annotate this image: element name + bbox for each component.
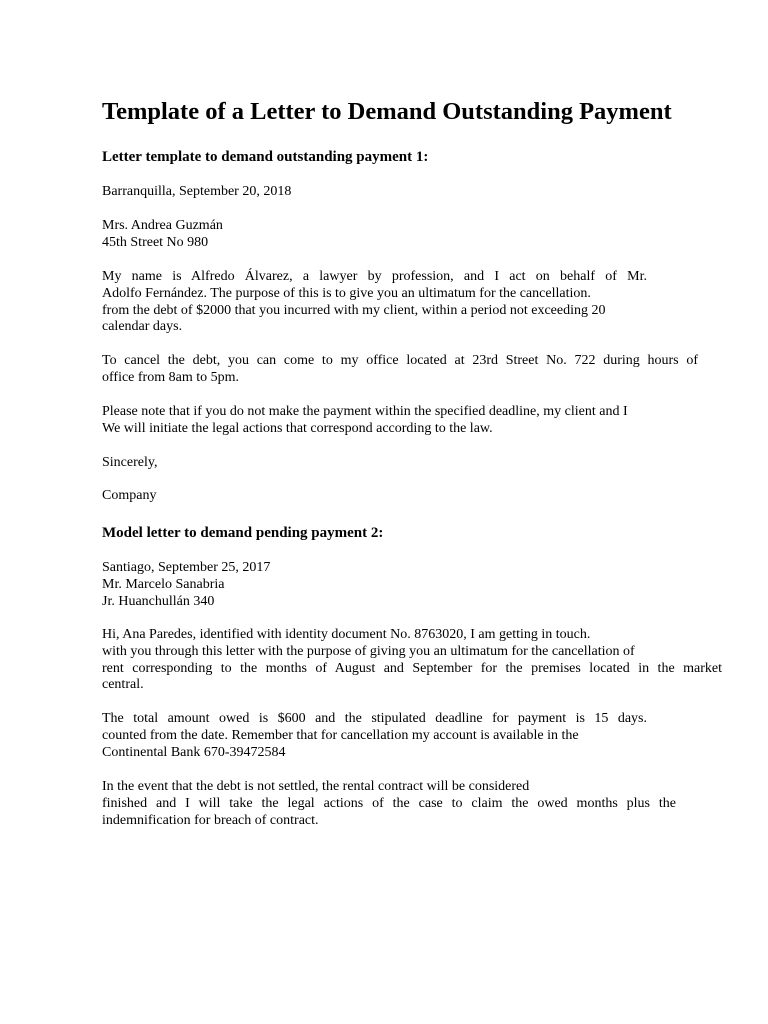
letter1-closing: Sincerely, (102, 455, 158, 470)
text-line: The total amount owed is $600 and the stipulated deadline for payment is 15 days. (102, 711, 647, 726)
text-line: My name is Alfredo Álvarez, a lawyer by profession, and I act on behalf of Mr. (102, 269, 647, 284)
letter2-paragraph-1 (102, 627, 722, 694)
letter1-recipient-name: Mrs. Andrea Guzmán (102, 218, 223, 233)
text-line: Continental Bank 670-39472584 (102, 744, 286, 760)
text-line: rent corresponding to the months of August and September for the premises located in the market (102, 660, 722, 676)
text-line: Adolfo Fernández. The purpose of this is to give you an ultimatum for the cancellation. (102, 285, 591, 301)
letter1-paragraph-1 (102, 269, 647, 336)
text-line: Hi, Ana Paredes, identified with identity document No. 8763020, I am getting in touch. (102, 627, 591, 642)
text-line: Please note that if you do not make the payment within the specified deadline, my client and I (102, 404, 628, 419)
text-line: We will initiate the legal actions that correspond according to the law. (102, 420, 493, 436)
text-line: office from 8am to 5pm. (102, 369, 239, 385)
text-line: from the debt of $2000 that you incurred with my client, within a period not exceeding 20 (102, 302, 606, 318)
text-line: To cancel the debt, you can come to my office located at 23rd Street No. 722 during hours of (102, 353, 698, 368)
letter1-recipient-address: 45th Street No 980 (102, 235, 209, 250)
text-line: finished and I will take the legal actions of the case to claim the owed months plus the (102, 795, 676, 811)
letter1-date: Barranquilla, September 20, 2018 (102, 184, 292, 199)
document-title: Template of a Letter to Demand Outstanding Payment (102, 98, 672, 125)
letter1-paragraph-3 (102, 404, 684, 438)
letter2-paragraph-3 (102, 779, 676, 829)
letter2-recipient-name: Mr. Marcelo Sanabria (102, 577, 225, 592)
text-line: In the event that the debt is not settled, the rental contract will be considered (102, 779, 530, 794)
text-line: counted from the date. Remember that for cancellation my account is available in the (102, 727, 579, 743)
letter1-paragraph-2 (102, 353, 698, 387)
letter2-recipient-address: Jr. Huanchullán 340 (102, 594, 215, 609)
letter1-heading: Letter template to demand outstanding payment 1: (102, 149, 429, 165)
text-line: with you through this letter with the purpose of giving you an ultimatum for the cancellation of (102, 643, 635, 659)
text-line: central. (102, 677, 144, 693)
letter2-heading: Model letter to demand pending payment 2: (102, 525, 384, 541)
letter2-date: Santiago, September 25, 2017 (102, 560, 271, 575)
text-line: calendar days. (102, 319, 183, 335)
letter1-signature: Company (102, 488, 157, 503)
letter2-paragraph-2 (102, 711, 647, 761)
text-line: indemnification for breach of contract. (102, 812, 319, 828)
